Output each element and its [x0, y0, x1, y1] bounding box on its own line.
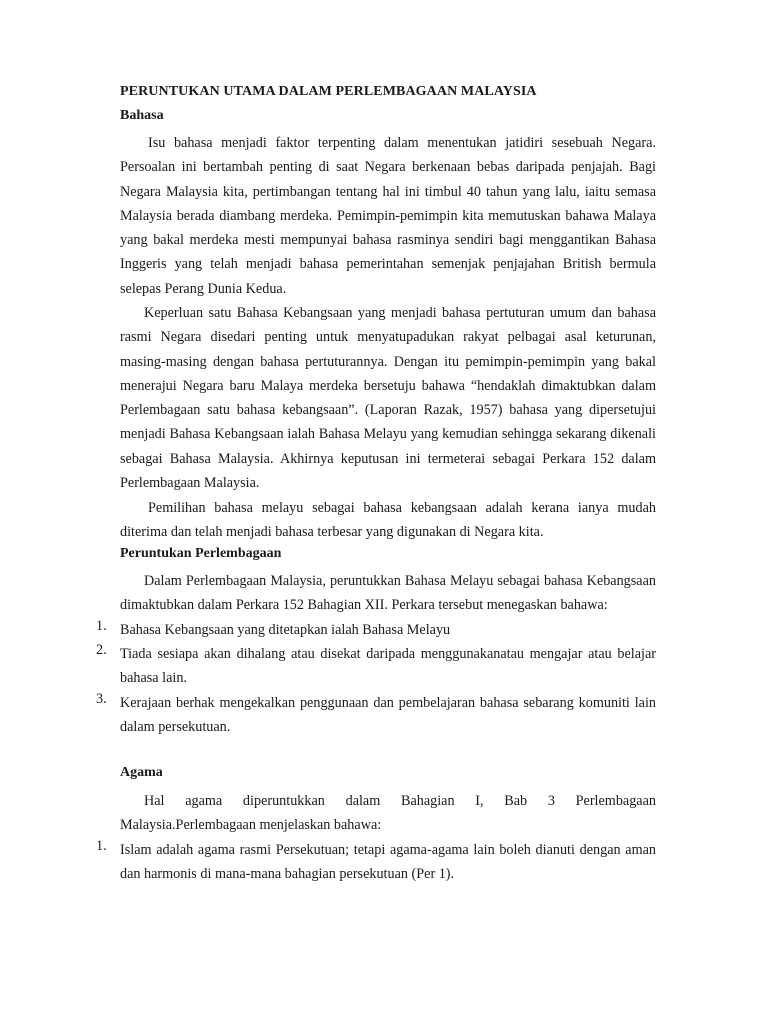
paragraph-bahasa-1: Isu bahasa menjadi faktor terpenting dalam menentukan jatidiri sesebuah Negara. Persoalan ini bertambah penting di saat Negara berkenaan bebas daripada penjajah. Bagi Negara Malaysia kita, pertimbangan tentang hal ini timbul 40 tahun yang lalu, iaitu semasa Malaysia berada diambang merdeka. Pemimpin-pemimpin kita memutuskan bahawa Malaya yang bakal merdeka mesti mempunyai bahasa rasminya sendiri bagi menggantikan Bahasa Inggeris yang telah menjadi bahasa pemerintahan semenjak penjajahan British bermula selepas Perang Dunia Kedua.	[120, 135, 656, 297]
list-number: 3.	[96, 691, 107, 707]
list-number: 2.	[96, 642, 107, 658]
list-text: Tiada sesiapa akan dihalang atau disekat daripada menggunakanatau mengajar atau belajar bahasa lain.	[120, 646, 656, 687]
paragraph-bahasa-3: Pemilihan bahasa melayu sebagai bahasa kebangsaan adalah kerana ianya mudah diterima dan telah menjadi bahasa terbesar yang digunakan di Negara kita.	[120, 500, 656, 541]
heading-bahasa: Bahasa	[120, 108, 164, 123]
paragraph-peruntukan-intro: Dalam Perlembagaan Malaysia, peruntukkan Bahasa Melayu sebagai bahasa Kebangsaan dimaktubkan dalam Perkara 152 Bahagian XII. Perkara tersebut menegaskan bahawa:	[120, 573, 656, 614]
heading-agama: Agama	[120, 765, 163, 780]
list-text: Islam adalah agama rasmi Persekutuan; tetapi agama-agama lain boleh dianuti dengan aman dan harmonis di mana-mana bahagian persekutuan (Per 1).	[120, 842, 656, 883]
heading-peruntukan-perlembagaan: Peruntukan Perlembagaan	[120, 546, 282, 561]
list-number: 1.	[96, 838, 107, 854]
list-text: Kerajaan berhak mengekalkan penggunaan dan pembelajaran bahasa sebarang komuniti lain dalam persekutuan.	[120, 695, 656, 736]
paragraph-bahasa-2: Keperluan satu Bahasa Kebangsaan yang menjadi bahasa pertuturan umum dan bahasa rasmi Negara disedari penting untuk menyatupadukan rakyat pelbagai asal keturunan, masing-masing dengan bahasa pertuturannya. Dengan itu pemimpin-pemimpin yang bakal menerajui Negara baru Malaya merdeka bersetuju bahawa “hendaklah dimaktubkan dalam Perlembagaan satu bahasa kebangsaan”. (Laporan Razak, 1957) bahasa yang dipersetujui menjadi Bahasa Kebangsaan ialah Bahasa Melayu yang kemudian sehingga sekarang dikenali sebagai Bahasa Malaysia. Akhirnya keputusan ini termeterai sebagai Perkara 152 dalam Perlembagaan Malaysia.	[120, 305, 656, 492]
list-text: Bahasa Kebangsaan yang ditetapkan ialah Bahasa Melayu	[120, 622, 451, 638]
document-title: PERUNTUKAN UTAMA DALAM PERLEMBAGAAN MALAYSIA	[120, 84, 537, 99]
paragraph-agama-intro: Hal agama diperuntukkan dalam Bahagian I, Bab 3 Perlembagaan Malaysia.Perlembagaan menjelaskan bahawa:	[120, 793, 656, 834]
list-number: 1.	[96, 618, 107, 634]
